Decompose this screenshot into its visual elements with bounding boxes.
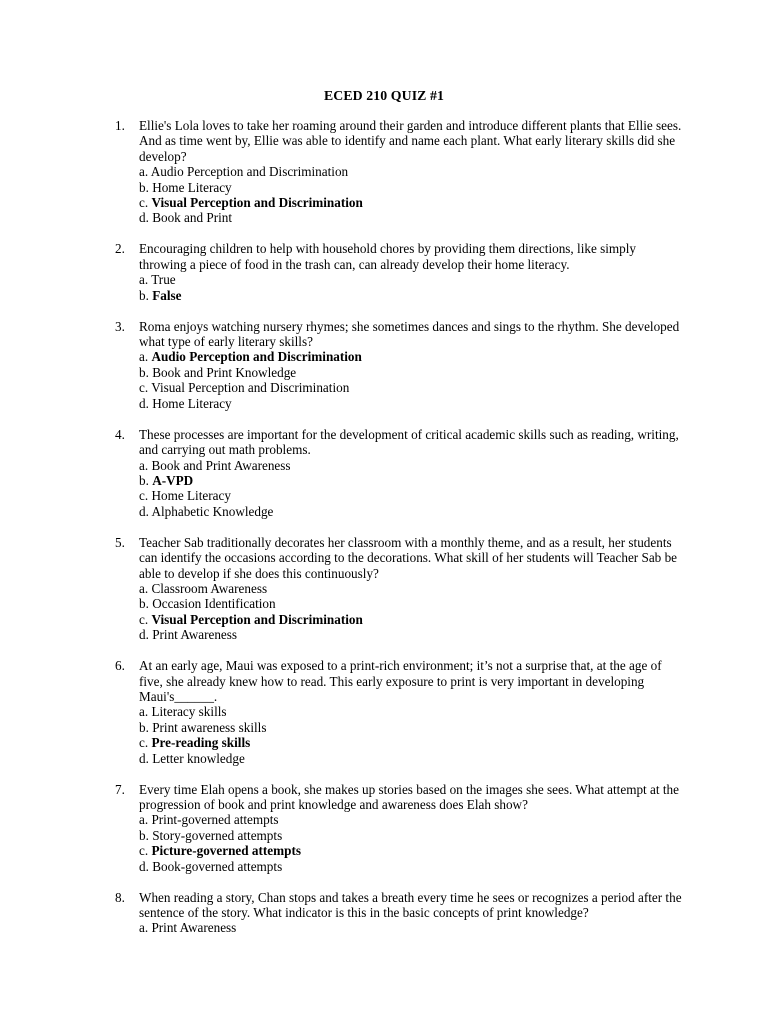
option-letter: d. <box>139 503 152 519</box>
option-text: Home Literacy <box>151 488 231 504</box>
question-text: These processes are important for the development of critical academic skills such as reading, writing, and carrying out math problems. <box>139 426 679 458</box>
option-text: Visual Perception and Discrimination <box>151 380 350 396</box>
answer-option-correct <box>139 612 684 627</box>
option-letter: b. <box>139 719 153 735</box>
answer-option <box>139 596 684 611</box>
option-text: Book and Print <box>152 210 233 226</box>
option-text: Pre-reading skills <box>151 735 251 751</box>
question-item <box>0 658 768 766</box>
answer-option-correct <box>139 735 684 750</box>
option-letter: d. <box>139 750 153 766</box>
option-letter: c. <box>139 488 152 504</box>
question-body <box>139 535 684 643</box>
option-letter: c. <box>139 843 152 859</box>
answer-option <box>139 164 684 179</box>
option-text: Letter knowledge <box>152 750 245 766</box>
option-text: Literacy skills <box>151 704 227 720</box>
answer-option <box>139 458 684 473</box>
option-letter: c. <box>139 380 152 396</box>
question-text: Every time Elah opens a book, she makes up stories based on the images she sees. What attempt at the progression of book and print knowledge and awareness does Elah show? <box>139 781 679 812</box>
question-text: Roma enjoys watching nursery rhymes; she sometimes dances and sings to the rhythm. She developed what type of early literary skills? <box>139 318 680 350</box>
option-letter: b. <box>139 827 153 843</box>
answer-option-correct <box>139 473 684 488</box>
option-letter: b. <box>139 364 153 380</box>
option-letter: a. <box>139 580 152 596</box>
answer-option <box>139 704 684 719</box>
question-number: 4. <box>115 426 125 442</box>
option-letter: d. <box>139 210 153 226</box>
question-number: 3. <box>115 318 125 334</box>
answer-option <box>139 859 684 874</box>
option-letter: b. <box>139 596 153 612</box>
option-letter: d. <box>139 395 153 411</box>
answer-option <box>139 720 684 735</box>
option-text: Picture-governed attempts <box>151 843 301 859</box>
answer-option <box>139 751 684 766</box>
option-text: Occasion Identification <box>152 596 276 612</box>
answer-option <box>139 828 684 843</box>
answer-option <box>139 396 684 411</box>
option-text: Book and Print Awareness <box>151 457 291 473</box>
question-body <box>139 427 684 519</box>
option-letter: d. <box>139 627 153 643</box>
answer-option <box>139 812 684 827</box>
question-body <box>139 782 684 874</box>
question-item <box>0 427 768 519</box>
option-text: Classroom Awareness <box>151 580 268 596</box>
option-text: Audio Perception and Discrimination <box>150 164 349 180</box>
answer-option-correct <box>139 195 684 210</box>
option-text: Home Literacy <box>152 179 232 195</box>
option-text: False <box>152 287 182 303</box>
question-number: 8. <box>115 889 125 905</box>
question-number: 5. <box>115 534 125 550</box>
option-letter: a. <box>139 272 152 288</box>
option-letter: a. <box>139 457 152 473</box>
option-text: A-VPD <box>152 472 194 488</box>
answer-option-correct <box>139 349 684 364</box>
answer-option <box>139 380 684 395</box>
option-letter: c. <box>139 611 152 627</box>
answer-option <box>139 581 684 596</box>
question-text: Ellie's Lola loves to take her roaming around their garden and introduce different plants that Ellie sees. And as time went by, Ellie was able to identify and name each plant. What early literary skills did she develop? <box>139 118 682 164</box>
question-body <box>139 319 684 411</box>
answer-option <box>139 180 684 195</box>
option-text: Print Awareness <box>151 920 237 936</box>
option-text: Audio Perception and Discrimination <box>151 349 362 365</box>
question-number: 2. <box>115 241 125 257</box>
question-text: When reading a story, Chan stops and takes a breath every time he sees or recognizes a period after the sentence of the story. What indicator is this in the basic concepts of print knowledge? <box>139 889 682 921</box>
question-item <box>0 782 768 874</box>
answer-option <box>139 627 684 642</box>
option-text: Book-governed attempts <box>152 858 283 874</box>
question-number: 7. <box>115 781 125 797</box>
option-letter: c. <box>139 195 152 211</box>
answer-option <box>139 272 684 287</box>
option-letter: b. <box>139 179 153 195</box>
question-body <box>139 890 684 936</box>
option-text: Print awareness skills <box>152 719 267 735</box>
question-text: At an early age, Maui was exposed to a print-rich environment; it’s not a surprise that, at the age of five, she already knew how to read. This early exposure to print is very important in developing Maui's______. <box>139 658 662 704</box>
option-text: Alphabetic Knowledge <box>151 503 274 519</box>
quiz-title: ECED 210 QUIZ #1 <box>323 88 445 103</box>
option-text: Visual Perception and Discrimination <box>151 195 363 211</box>
option-letter: a. <box>139 704 152 720</box>
option-text: Print Awareness <box>152 627 238 643</box>
answer-option <box>139 210 684 225</box>
option-text: Home Literacy <box>152 395 232 411</box>
option-letter: a. <box>139 920 152 936</box>
question-number: 6. <box>115 658 125 674</box>
question-text: Teacher Sab traditionally decorates her classroom with a monthly theme, and as a result, her students can identify the occasions according to the decorations. What skill of her students will Teacher Sab be able to develop if she does this continuously? <box>139 534 678 581</box>
question-body <box>139 241 684 303</box>
option-letter: a. <box>139 349 152 365</box>
answer-option <box>139 920 684 935</box>
question-number: 1. <box>115 118 125 133</box>
question-item <box>0 890 768 936</box>
option-letter: b. <box>139 472 153 488</box>
option-text: Book and Print Knowledge <box>152 364 297 380</box>
option-text: Print-governed attempts <box>151 812 279 828</box>
option-letter: d. <box>139 858 153 874</box>
question-item <box>0 241 768 303</box>
answer-option-correct <box>139 843 684 858</box>
answer-option-correct <box>139 288 684 303</box>
answer-option <box>139 488 684 503</box>
option-text: Story-governed attempts <box>152 827 283 843</box>
option-letter: c. <box>139 735 152 751</box>
option-letter: a. <box>139 812 152 828</box>
question-list <box>0 118 768 951</box>
question-body <box>139 658 684 766</box>
question-item <box>0 535 768 643</box>
answer-option <box>139 504 684 519</box>
question-item <box>0 319 768 411</box>
option-text: Visual Perception and Discrimination <box>151 611 363 627</box>
question-body <box>139 118 684 226</box>
option-text: True <box>151 272 176 288</box>
question-text: Encouraging children to help with household chores by providing them directions, like simply throwing a piece of food in the trash can, can already develop their home literacy. <box>139 241 637 272</box>
option-letter: b. <box>139 287 153 303</box>
option-letter: a. <box>139 164 151 180</box>
question-item <box>0 118 768 226</box>
answer-option <box>139 365 684 380</box>
